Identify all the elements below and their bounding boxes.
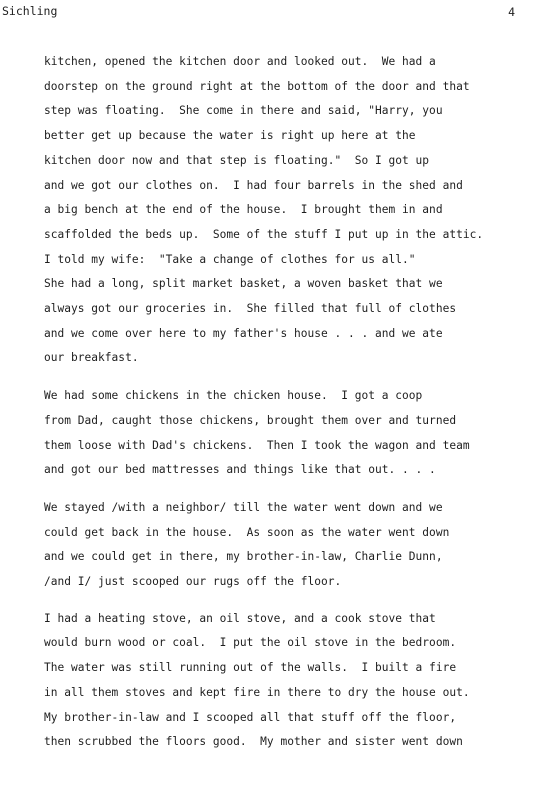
text-line: and we could get in there, my brother-in-law, Charlie Dunn,: [44, 550, 443, 564]
text-line: a big bench at the end of the house. I brought them in and: [44, 203, 443, 217]
text-line: better get up because the water is right up here at the: [44, 129, 416, 143]
text-line: We stayed /with a neighbor/ till the water went down and we: [44, 500, 443, 514]
text-line: I had a heating stove, an oil stove, and a cook stove that: [44, 611, 436, 625]
paragraph-spacer: [44, 483, 544, 496]
header-name: Sichling: [2, 4, 58, 18]
text-line: scaffolded the beds up. Some of the stuff I put up in the attic.: [44, 227, 484, 241]
text-line: doorstep on the ground right at the bottom of the door and that: [44, 79, 470, 93]
text-line: My brother-in-law and I scooped all that stuff off the floor,: [44, 710, 457, 724]
text-line: then scrubbed the floors good. My mother and sister went down: [44, 735, 463, 749]
text-line: would burn wood or coal. I put the oil stove in the bedroom.: [44, 636, 457, 650]
text-line: from Dad, caught those chickens, brought them over and turned: [44, 413, 457, 427]
text-line: always got our groceries in. She filled that full of clothes: [44, 302, 457, 316]
text-line: them loose with Dad's chickens. Then I took the wagon and team: [44, 438, 470, 452]
text-line: She had a long, split market basket, a woven basket that we: [44, 277, 443, 291]
text-line: and we got our clothes on. I had four barrels in the shed and: [44, 178, 463, 192]
text-line: could get back in the house. As soon as the water went down: [44, 525, 450, 539]
text-line: and got our bed mattresses and things like that out. . . .: [44, 463, 436, 477]
text-line: /and I/ just scooped our rugs off the floor.: [44, 575, 342, 589]
paragraph-spacer: [44, 371, 544, 384]
text-line: kitchen door now and that step is floating." So I got up: [44, 153, 430, 167]
page-number: 4: [508, 5, 515, 19]
text-line: The water was still running out of the walls. I built a fire: [44, 661, 457, 675]
paragraph-spacer: [44, 595, 544, 607]
document-body: [44, 50, 544, 755]
text-line: step was floating. She come in there and said, "Harry, you: [44, 104, 443, 118]
text-line: I told my wife: "Take a change of clothes for us all.": [44, 252, 416, 266]
text-line: our breakfast.: [44, 351, 139, 365]
paragraph-3: [44, 496, 544, 595]
text-line: We had some chickens in the chicken house. I got a coop: [44, 389, 423, 403]
text-line: in all them stoves and kept fire in there to dry the house out.: [44, 685, 470, 699]
paragraph-4: [44, 607, 544, 755]
text-line: and we come over here to my father's house . . . and we ate: [44, 326, 443, 340]
paragraph-1: [44, 50, 544, 371]
text-line: kitchen, opened the kitchen door and looked out. We had a: [44, 55, 436, 68]
paragraph-2: [44, 384, 544, 483]
